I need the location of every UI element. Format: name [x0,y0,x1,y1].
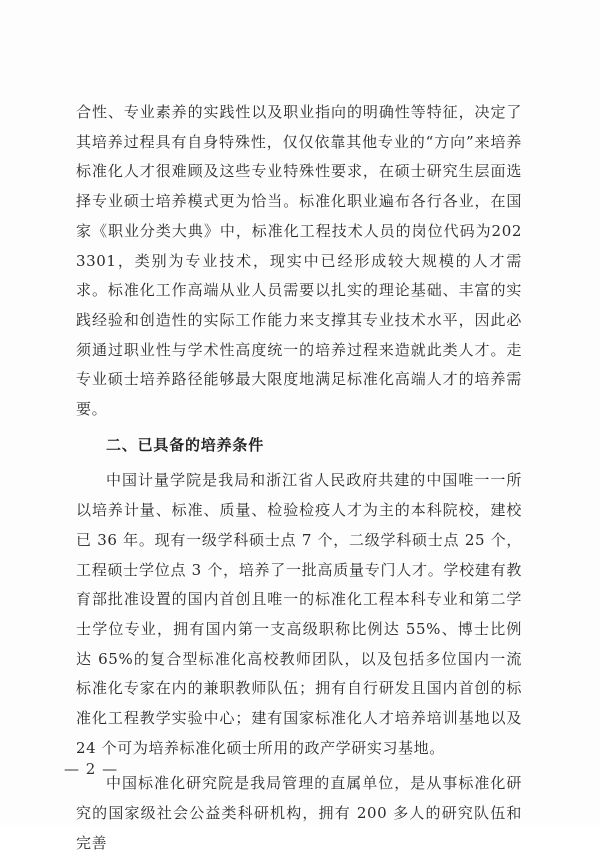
section-heading: 二、已具备的培养条件 [106,435,265,454]
page-number: — 2 — [64,760,119,778]
document-body [76,98,522,859]
paragraph-continuation: 合性、专业素养的实践性以及职业指向的明确性等特征，决定了其培养过程具有自身特殊性，仅仅依靠其他专业的“方向”来培养标准化人才很难顾及这些专业特殊性要求，在硕士研究生层面选择专业硕士培养模式更为恰当。标准化职业遍布各行各业，在国家《职业分类大典》中，标准化工程技术人员的岗位代码为2023301，类别为专业技术，现实中已经形成较大规模的人才需求。标准化工作高端从业人员需要以扎实的理论基础、丰富的实践经验和创造性的实际工作能力来支撑其专业技术水平，因此必须通过职业性与学术性高度统一的培养过程来造就此类人才。走专业硕士培养路径能够最大限度地满足标准化高端人才的培养需要。 [76,103,522,419]
paragraph-institute: 中国标准化研究院是我局管理的直属单位，是从事标准化研究的国家级社会公益类科研机构，拥有 200 多人的研究队伍和完善 [76,774,522,852]
paragraph-university: 中国计量学院是我局和浙江省人民政府共建的中国唯一一所以培养计量、标准、质量、检验检疫人才为主的本科院校，建校已 36 年。现有一级学科硕士点 7 个，二级学科硕士点 25 个，工程硕士学位点 3 个，培养了一批高质量专门人才。学校建有教育部批准设置的国内首创且唯一的标准化工程本科专业和第二学士学位专业，拥有国内第一支高级职称比例达 55%、博士比例达 65%的复合型标准化高校教师团队，以及包括多位国内一流标准化专家在内的兼职教师队伍；拥有自行研发且国内首创的标准化工程教学实验中心；建有国家标准化人才培养培训基地以及 24 个可为培养标准化硕士所用的政产学研实习基地。 [76,471,522,757]
